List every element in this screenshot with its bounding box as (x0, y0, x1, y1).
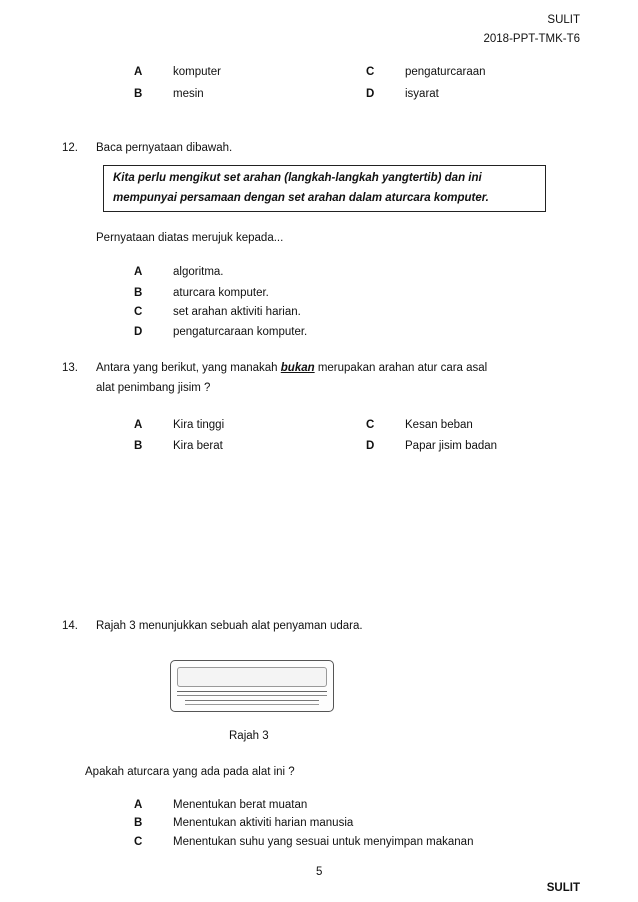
q11-option-b-text: mesin (173, 88, 204, 100)
q12-stem: Baca pernyataan dibawah. (96, 142, 233, 154)
q13-option-c-text: Kesan beban (405, 419, 473, 431)
footer-classification: SULIT (546, 882, 580, 894)
q14-number: 14. (62, 620, 78, 632)
q14-option-c-text: Menentukan suhu yang sesuai untuk menyimpan makanan (173, 836, 474, 848)
q11-option-a-letter: A (134, 66, 143, 78)
q14-figure-caption: Rajah 3 (229, 730, 269, 742)
q13-stem-after: merupakan arahan atur cara asal (314, 362, 488, 374)
q12-statement-line-2: mempunyai persamaan dengan set arahan dalam aturcara komputer. (113, 192, 489, 204)
q13-stem-before: Antara yang berikut, yang manakah (96, 362, 281, 374)
q11-option-b-letter: B (134, 88, 143, 100)
q11-option-d-letter: D (366, 88, 375, 100)
q12-option-c-text: set arahan aktiviti harian. (173, 306, 301, 318)
q12-option-b-text: aturcara komputer. (173, 287, 269, 299)
air-conditioner-vent-slot (185, 700, 319, 701)
q13-option-a-text: Kira tinggi (173, 419, 225, 431)
q14-option-b-letter: B (134, 817, 143, 829)
q12-option-c-letter: C (134, 306, 143, 318)
q14-option-a-text: Menentukan berat muatan (173, 799, 308, 811)
q12-option-a-letter: A (134, 266, 143, 278)
q13-option-b-letter: B (134, 440, 143, 452)
q13-option-b-text: Kira berat (173, 440, 223, 452)
q12-question: Pernyataan diatas merujuk kepada... (96, 232, 284, 244)
q13-stem (96, 362, 487, 374)
q14-option-c-letter: C (134, 836, 143, 848)
air-conditioner-vent-slot (185, 704, 319, 705)
air-conditioner-vent-slot (177, 691, 327, 692)
q14-stem: Rajah 3 menunjukkan sebuah alat penyaman udara. (96, 620, 363, 632)
q13-number: 13. (62, 362, 78, 374)
page-number: 5 (316, 866, 323, 878)
q12-statement-line-1: Kita perlu mengikut set arahan (langkah-langkah yangtertib) dan ini (113, 172, 482, 184)
q12-number: 12. (62, 142, 78, 154)
q12-option-a-text: algoritma. (173, 266, 224, 278)
q14-option-a-letter: A (134, 799, 143, 811)
q13-option-d-letter: D (366, 440, 375, 452)
air-conditioner-vent-slot (177, 695, 327, 696)
q12-statement-box (103, 165, 546, 212)
q11-option-d-text: isyarat (405, 88, 439, 100)
header-code: 2018-PPT-TMK-T6 (483, 33, 580, 45)
air-conditioner-front-panel (177, 667, 327, 687)
q13-option-c-letter: C (366, 419, 375, 431)
q14-option-b-text: Menentukan aktiviti harian manusia (173, 817, 354, 829)
q13-stem-line-2: alat penimbang jisim ? (96, 382, 211, 394)
q13-option-d-text: Papar jisim badan (405, 440, 498, 452)
q12-option-d-text: pengaturcaraan komputer. (173, 326, 308, 338)
q11-option-c-text: pengaturcaraan (405, 66, 486, 78)
q12-option-b-letter: B (134, 287, 143, 299)
q13-stem-emphasis: bukan (280, 362, 315, 374)
q12-option-d-letter: D (134, 326, 143, 338)
q11-option-c-letter: C (366, 66, 375, 78)
q13-option-a-letter: A (134, 419, 143, 431)
q11-option-a-text: komputer (173, 66, 221, 78)
q14-question: Apakah aturcara yang ada pada alat ini ? (85, 766, 295, 778)
air-conditioner-illustration (170, 660, 334, 712)
header-classification: SULIT (547, 14, 580, 26)
